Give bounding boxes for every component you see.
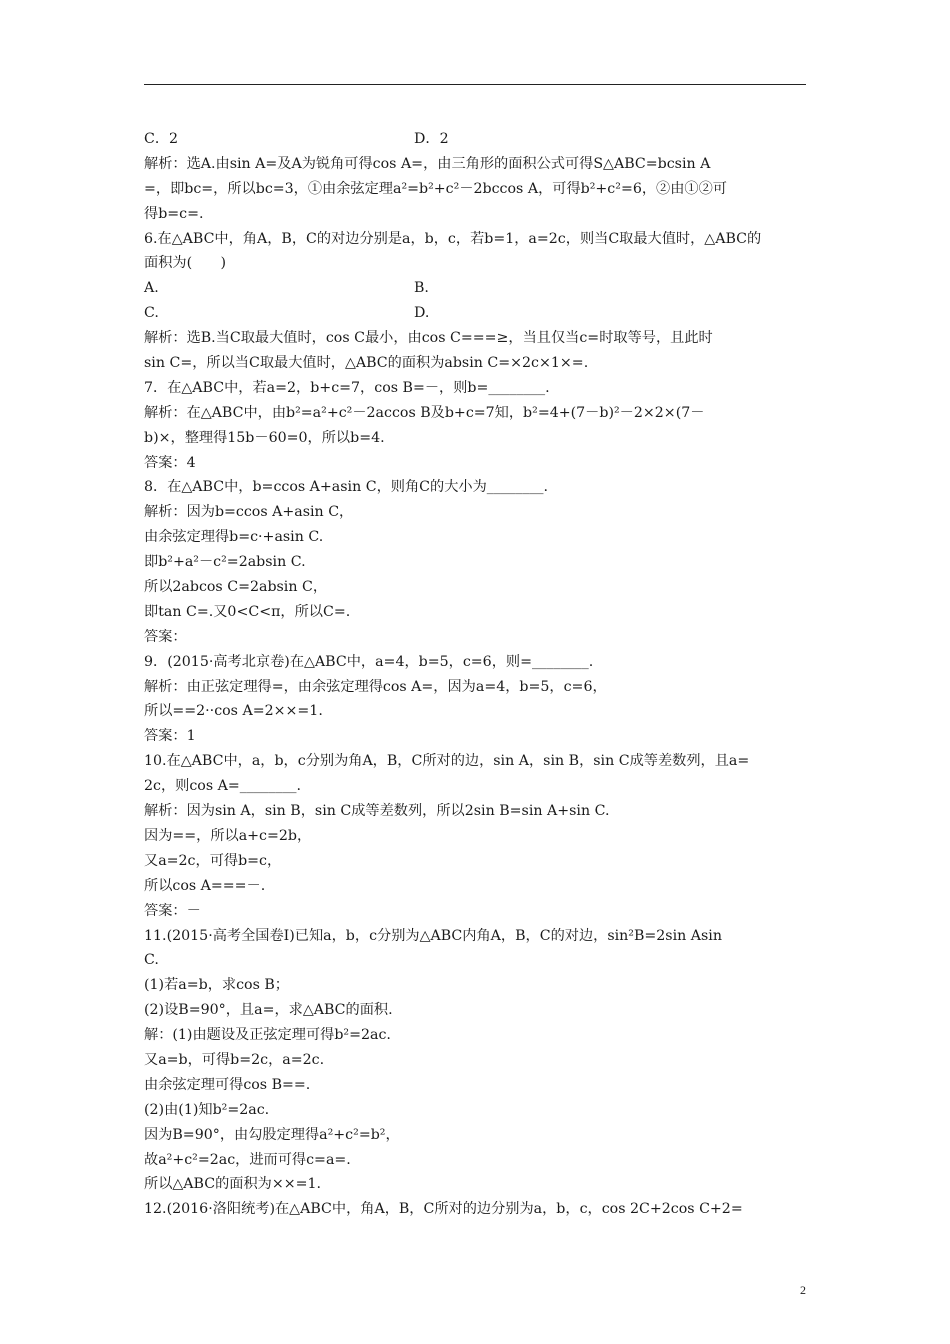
text-line: 故a²+c²=2ac，进而可得c=a=. [144, 1151, 351, 1168]
option-b: B. [414, 280, 429, 297]
options-line [144, 301, 808, 326]
text-line: 面积为( ) [144, 255, 227, 272]
text-line: 解析：因为b=ccos A+asin C， [144, 504, 354, 521]
options-line [144, 276, 808, 301]
text-line: (2)由(1)知b²=2ac. [144, 1101, 270, 1118]
text-line: 即tan C=.又0<C<π，所以C=. [144, 603, 351, 620]
option-a: A. [144, 280, 159, 297]
option-d: D. [414, 305, 430, 322]
header-rule [144, 84, 806, 85]
option-c: C. [144, 305, 159, 322]
text-line: 解：(1)由题设及正弦定理可得b²=2ac. [144, 1027, 391, 1044]
answer-line: 答案：4 [144, 454, 196, 471]
text-line: (1)若a=b，求cos B； [144, 977, 289, 994]
text-line: 又a=b，可得b=2c，a=2c. [144, 1051, 325, 1068]
question-6: 6.在△ABC中，角A，B，C的对边分别是a，b，c，若b=1，a=2c，则当C取最大值时，△ABC的 [144, 230, 762, 247]
document-body [144, 127, 808, 1222]
text-line: sin C=，所以当C取最大值时，△ABC的面积为absin C=×2c×1×=. [144, 355, 589, 372]
text-line: (2)设B=90°，且a=，求△ABC的面积. [144, 1002, 393, 1019]
text-line: 所以==2··cos A=2××=1. [144, 703, 323, 720]
option-d: D．2 [414, 131, 449, 147]
question-8: 8．在△ABC中，b=ccos A+asin C，则角C的大小为________. [144, 479, 549, 496]
text-line: 所以2abcos C=2absin C， [144, 579, 328, 596]
text-line: 解析：由正弦定理得=，由余弦定理得cos A=，因为a=4，b=5，c=6， [144, 678, 607, 695]
text-line: 2c，则cos A=________. [144, 778, 302, 795]
text-line: 所以cos A===－. [144, 877, 266, 894]
answer-line: 答案：1 [144, 728, 196, 745]
question-11: 11.(2015·高考全国卷Ⅰ)已知a，b，c分别为△ABC内角A，B，C的对边，sin²B=2sin Asin [144, 927, 722, 944]
text-line: 解析：选A.由sin A=及A为锐角可得cos A=，由三角形的面积公式可得S△ABC=bcsin A [144, 155, 711, 172]
text-line: 由余弦定理可得cos B==. [144, 1076, 311, 1093]
text-line: 由余弦定理得b=c·+asin C. [144, 529, 324, 546]
page-number: 2 [800, 1283, 806, 1297]
question-10: 10.在△ABC中，a，b，c分别为角A，B，C所对的边，sin A，sin B，sin C成等差数列，且a= [144, 753, 750, 770]
text-line: 又a=2c，可得b=c， [144, 852, 282, 869]
text-line: 解析：在△ABC中，由b²=a²+c²－2accos B及b+c=7知，b²=4+(7－b)²－2×2×(7－ [144, 404, 705, 421]
text-line: 即b²+a²－c²=2absin C. [144, 554, 306, 571]
text-line: 因为B=90°，由勾股定理得a²+c²=b²， [144, 1126, 400, 1143]
text-line: 因为==，所以a+c=2b， [144, 827, 312, 844]
text-line: 所以△ABC的面积为××=1. [144, 1176, 322, 1193]
question-9: 9．(2015·高考北京卷)在△ABC中，a=4，b=5，c=6，则=________. [144, 653, 594, 670]
text-line: 解析：因为sin A，sin B，sin C成等差数列，所以2sin B=sin A+sin C. [144, 803, 610, 820]
option-c: C．2 [144, 131, 179, 147]
text-line: b)×，整理得15b－60=0，所以b=4. [144, 429, 385, 446]
text-line: 解析：选B.当C取最大值时，cos C最小，由cos C===≥，当且仅当c=时取等号，且此时 [144, 330, 713, 347]
text-line: =，即bc=，所以bc=3，①由余弦定理a²=b²+c²－2bccos A，可得b²+c²=6，②由①②可 [144, 180, 727, 197]
answer-line: 答案： [144, 628, 187, 645]
question-7: 7．在△ABC中，若a=2，b+c=7，cos B=－，则b=________. [144, 379, 550, 396]
text-line: 得b=c=. [144, 205, 204, 222]
answer-line: 答案：－ [144, 902, 201, 919]
options-line [144, 127, 808, 152]
question-12: 12.(2016·洛阳统考)在△ABC中，角A，B，C所对的边分别为a，b，c，cos 2C+2cos C+2= [144, 1201, 743, 1218]
text-line: C. [144, 952, 159, 969]
